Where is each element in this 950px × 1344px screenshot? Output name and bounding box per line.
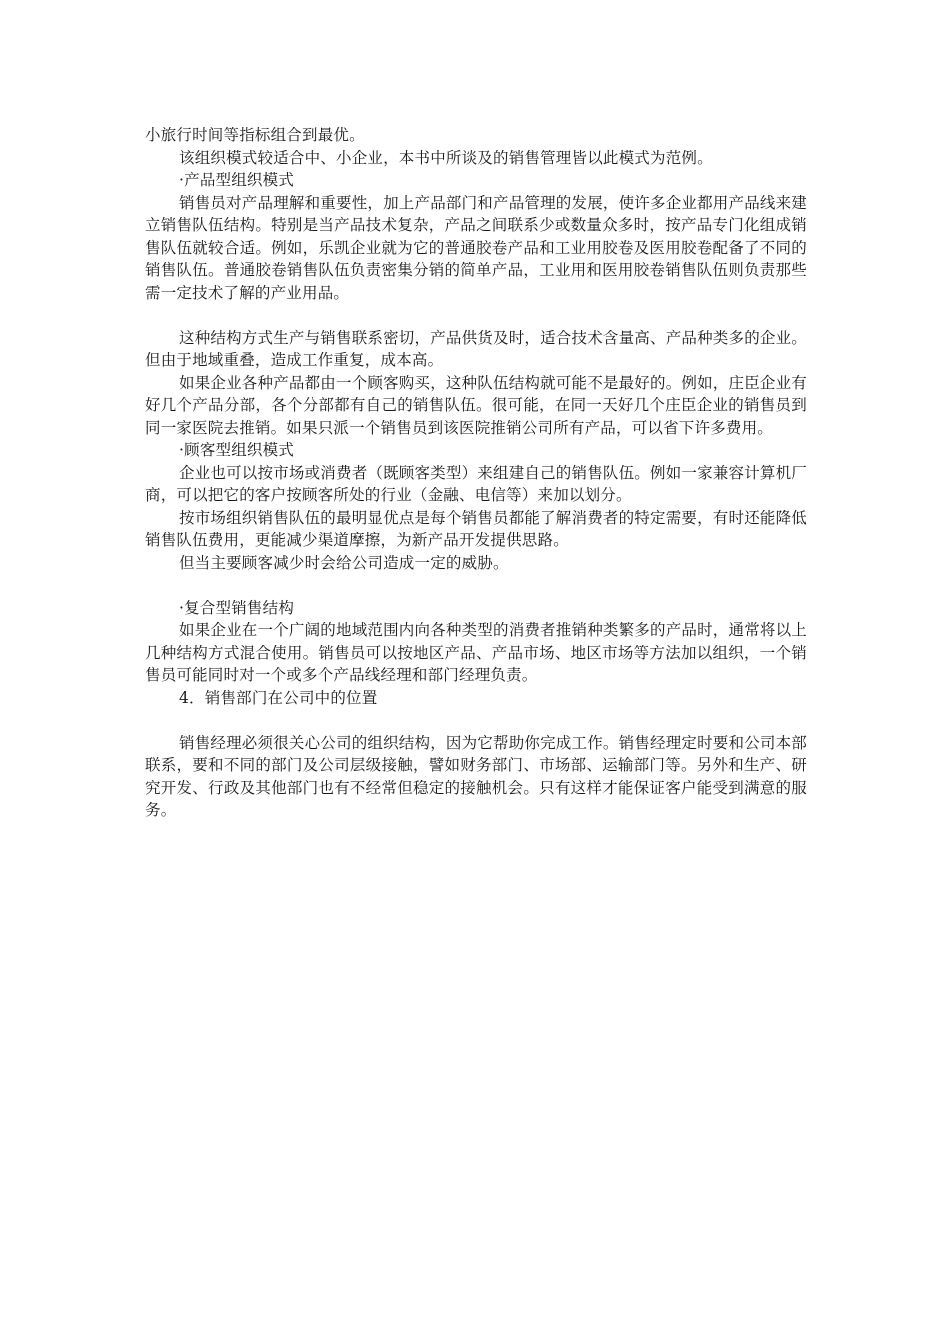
paragraph-customer-risk: 但当主要顾客减少时会给公司造成一定的威胁。 [179,553,509,572]
paragraph-product-example: 如果企业各种产品都由一个顾客购买，这种队伍结构就可能不是最好的。例如，庄臣企业有好几个产品分部，各个分部都有自己的销售队伍。很可能，在同一天好几个庄臣企业的销售员到同一家医院去推销。如果只派一个销售员到该医院推销公司所有产品，可以省下许多费用。 [145,373,808,437]
paragraph-product-pros-cons: 这种结构方式生产与销售联系密切，产品供货及时，适合技术含量高、产品种类多的企业。但由于地域重叠，造成工作重复，成本高。 [145,328,808,369]
paragraph-sales-department-position: 销售经理必须很关心公司的组织结构，因为它帮助你完成工作。销售经理定时要和公司本部联系，要和不同的部门及公司层级接触，譬如财务部门、市场部、运输部门等。另外和生产、研究开发、行政及其他部门也有不经常但稳定的接触机会。只有这样才能保证客户能受到满意的服务。 [145,733,808,819]
heading-product-model: ·产品型组织模式 [179,171,295,189]
blank-line [145,304,807,327]
paragraph-customer-advantages: 按市场组织销售队伍的最明显优点是每个销售员都能了解消费者的特定需要，有时还能降低销售队伍费用，更能减少渠道摩擦，为新产品开发提供思路。 [145,508,808,549]
paragraph-model-suitability: 该组织模式较适合中、小企业，本书中所谈及的销售管理皆以此模式为范例。 [179,148,713,167]
paragraph-product-model: 销售员对产品理解和重要性，加上产品部门和产品管理的发展，使许多企业都用产品线来建立销售队伍结构。特别是当产品技术复杂，产品之间联系少或数量众多时，按产品专门化组成销售队伍就较合适。例如，乐凯企业就为它的普通胶卷产品和工业用胶卷及医用胶卷配备了不同的销售队伍。普通胶卷销售队伍负责密集分销的简单产品，工业用和医用胶卷销售队伍则负责那些需一定技术了解的产业用品。 [145,193,808,302]
heading-compound-structure: ·复合型销售结构 [179,598,295,617]
document-page [145,124,807,822]
paragraph-continuation: 小旅行时间等指标组合到最优。 [145,126,365,144]
blank-line [145,574,807,597]
paragraph-compound-structure: 如果企业在一个广阔的地域范围内向各种类型的消费者推销种类繁多的产品时，通常将以上几种结构方式混合使用。销售员可以按地区产品、产品市场、地区市场等方法加以组织，一个销售员可能同时对一个或多个产品线经理和部门经理负责。 [145,621,808,684]
blank-line [145,709,807,732]
heading-customer-model: ·顾客型组织模式 [179,441,295,459]
paragraph-customer-model: 企业也可以按市场或消费者（既顾客类型）来组建自己的销售队伍。例如一家兼容计算机厂商，可以把它的客户按顾客所处的行业（金融、电信等）来加以划分。 [145,463,808,504]
heading-section-4: 4．销售部门在公司中的位置 [179,688,378,707]
